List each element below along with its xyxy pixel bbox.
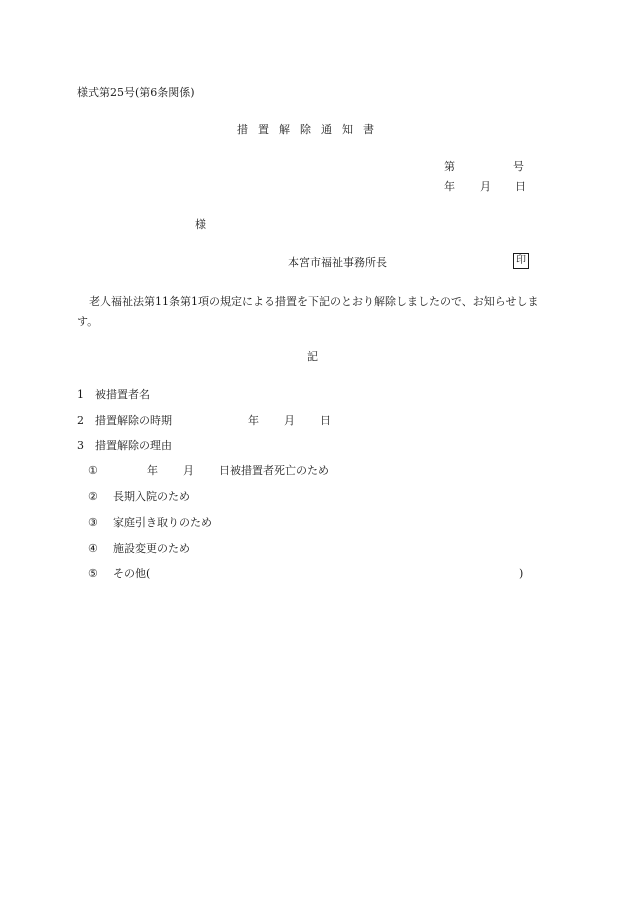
date-year-label: 年 (248, 414, 259, 427)
reason-label: 施設変更のため (113, 542, 190, 555)
body-text: 老人福祉法第11条第1項の規定による措置を下記のとおり解除しましたので、お知らせします。 (77, 295, 539, 328)
item-number: 3 (77, 439, 84, 452)
reason-item (88, 465, 113, 476)
document-title (237, 124, 384, 135)
reason-item (88, 543, 190, 554)
doc-number-suffix: 号 (513, 160, 524, 173)
title-char: 措 (237, 123, 248, 136)
reason-label: 家庭引き取りのため (113, 516, 212, 529)
date-day-label: 日 (515, 180, 526, 193)
reason-label: 長期入院のため (113, 490, 190, 503)
reason-item (88, 568, 150, 579)
reason-close-paren: ) (519, 567, 524, 580)
reason-mark: ② (88, 490, 98, 503)
reason-mark: ① (88, 464, 98, 477)
doc-number-prefix: 第 (444, 160, 455, 173)
title-char: 通 (321, 123, 332, 136)
title-char: 解 (279, 123, 290, 136)
reason-mark: ⑤ (88, 567, 98, 580)
date-month-label: 月 (480, 180, 491, 193)
seal-mark: 印 (513, 253, 529, 269)
date-month-label: 月 (284, 414, 295, 427)
reason-item (88, 517, 212, 528)
item-row (77, 440, 172, 451)
title-char: 置 (258, 123, 269, 136)
reason-mark: ③ (88, 516, 98, 529)
item-label: 措置解除の理由 (95, 439, 172, 452)
date-year-label: 年 (444, 180, 455, 193)
ki-heading: 記 (307, 350, 318, 363)
date-day-label: 日 (320, 414, 331, 427)
reason-label: その他( (113, 567, 151, 580)
date-month-label: 月 (183, 464, 194, 477)
issuer-name: 本宮市福祉事務所長 (288, 256, 387, 269)
item-number: 2 (77, 414, 84, 427)
title-char: 除 (300, 123, 311, 136)
item-label: 措置解除の時期 (95, 414, 172, 427)
title-char: 書 (363, 123, 374, 136)
reason-item (88, 491, 190, 502)
title-char: 知 (342, 123, 353, 136)
item-row (77, 415, 172, 426)
item-label: 被措置者名 (95, 388, 150, 401)
item-number: 1 (77, 388, 84, 401)
reason-mark: ④ (88, 542, 98, 555)
reason-death-label: 日被措置者死亡のため (219, 464, 329, 477)
item-row (77, 389, 150, 400)
addressee-honorific: 様 (195, 218, 206, 231)
form-number: 様式第25号(第6条関係) (77, 86, 195, 99)
date-year-label: 年 (147, 464, 158, 477)
